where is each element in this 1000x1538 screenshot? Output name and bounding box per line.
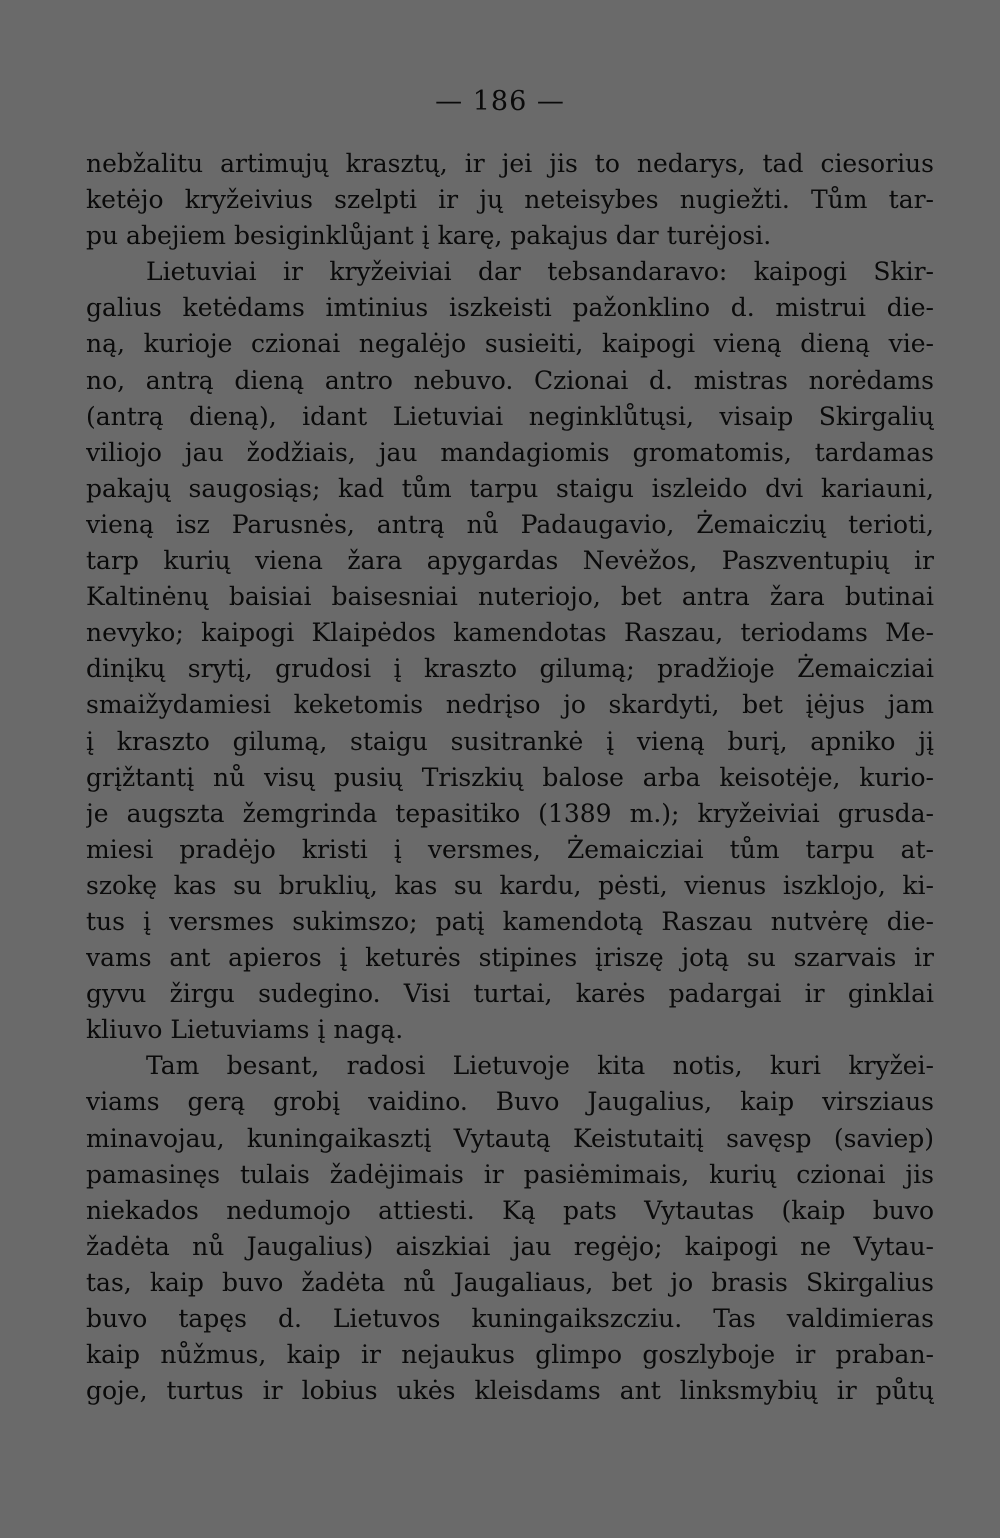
text-line: je augszta žemgrinda tepasitiko (1389 m.); kryžeiviai grusda- [86, 798, 934, 828]
text-line: buvo tapęs d. Lietuvos kuningaikszcziu. Tas valdimieras [86, 1304, 934, 1333]
text-line: pu abejiem besiginklůjant į karę, pakajus dar turėjosi. [86, 221, 772, 251]
page-number: — 186 — [435, 86, 565, 117]
text-line: smaižydamiesi keketomis nedrįso jo skardyti, bet įėjus jam [86, 690, 934, 720]
text-line: (antrą dieną), idant Lietuviai neginklůtųsi, visaip Skirgalių [86, 401, 934, 431]
text-line: vieną isz Parusnės, antrą nů Padaugavio, Żemaiczių terioti, [86, 509, 934, 539]
text-line: kliuvo Lietuviams į nagą. [86, 1015, 404, 1045]
text-line: nevyko; kaipogi Klaipėdos kamendotas Raszau, teriodams Me- [86, 618, 934, 648]
text-line: no, antrą dieną antro nebuvo. Czionai d. mistras norėdams [86, 365, 934, 395]
text-line: minavojau, kuningaikasztį Vytautą Keistutaitį savęsp (saviep) [86, 1123, 934, 1153]
text-line: pamasinęs tulais žadėjimais ir pasiėmimais, kurių czionai jis [86, 1159, 934, 1189]
text-line: žadėta nů Jaugalius) aiszkiai jau regėjo; kaipogi ne Vytau- [86, 1231, 934, 1261]
text-line: Lietuviai ir kryžeiviai dar tebsandaravo: kaipogi Skir- [146, 257, 934, 287]
text-line: galius ketėdams imtinius iszkeisti pažonklino d. mistrui die- [86, 293, 934, 323]
body-text [86, 146, 934, 1409]
text-line: kaip nůžmus, kaip ir nejaukus glimpo goszlyboje ir praban- [86, 1340, 934, 1370]
text-line: grįžtantį nů visų pusių Triszkių balose arba keisotėje, kurio- [86, 762, 934, 792]
text-line: viliojo jau žodžiais, jau mandagiomis gromatomis, tardamas [86, 437, 934, 467]
text-line: tus į versmes sukimszo; patį kamendotą Raszau nutvėrę die- [86, 906, 934, 936]
text-line: tarp kurių viena žara apygardas Nevėžos, Paszventupių ir [86, 546, 934, 576]
text-line: szokę kas su bruklių, kas su kardu, pėsti, vienus iszklojo, ki- [86, 870, 934, 900]
text-line: viams gerą grobį vaidino. Buvo Jaugalius, kaip virsziaus [86, 1087, 934, 1117]
text-line: gyvu žirgu sudegino. Visi turtai, karės padargai ir ginklai [86, 979, 934, 1009]
text-line: į kraszto gilumą, staigu susitrankė į vieną burį, apniko jį [86, 726, 934, 756]
text-line: Kaltinėnų baisiai baisesniai nuteriojo, bet antra žara butinai [86, 582, 934, 612]
text-line: tas, kaip buvo žadėta nů Jaugaliaus, bet jo brasis Skirgalius [86, 1267, 934, 1297]
text-line: nebžalitu artimujų krasztų, ir jei jis to nedarys, tad ciesorius [86, 149, 934, 178]
text-line: pakajų saugosiąs; kad tům tarpu staigu iszleido dvi kariauni, [86, 473, 934, 503]
text-line: Tam besant, radosi Lietuvoje kita notis, kuri kryžei- [146, 1051, 934, 1081]
text-line: ketėjo kryžeivius szelpti ir jų neteisybes nugiežti. Tům tar- [86, 185, 934, 215]
text-line: niekados nedumojo attiesti. Ką pats Vytautas (kaip buvo [86, 1195, 934, 1225]
text-line: dinįkų srytį, grudosi į kraszto gilumą; pradžioje Żemaicziai [86, 654, 934, 684]
text-line: goje, turtus ir lobius ukės kleisdams ant linksmybių ir půtų [86, 1376, 934, 1406]
text-line: miesi pradėjo kristi į versmes, Żemaicziai tům tarpu at- [86, 834, 934, 864]
text-line: vams ant apieros į keturės stipines įriszę jotą su szarvais ir [86, 943, 934, 973]
text-line: ną, kurioje czionai negalėjo susieiti, kaipogi vieną dieną vie- [86, 329, 934, 359]
